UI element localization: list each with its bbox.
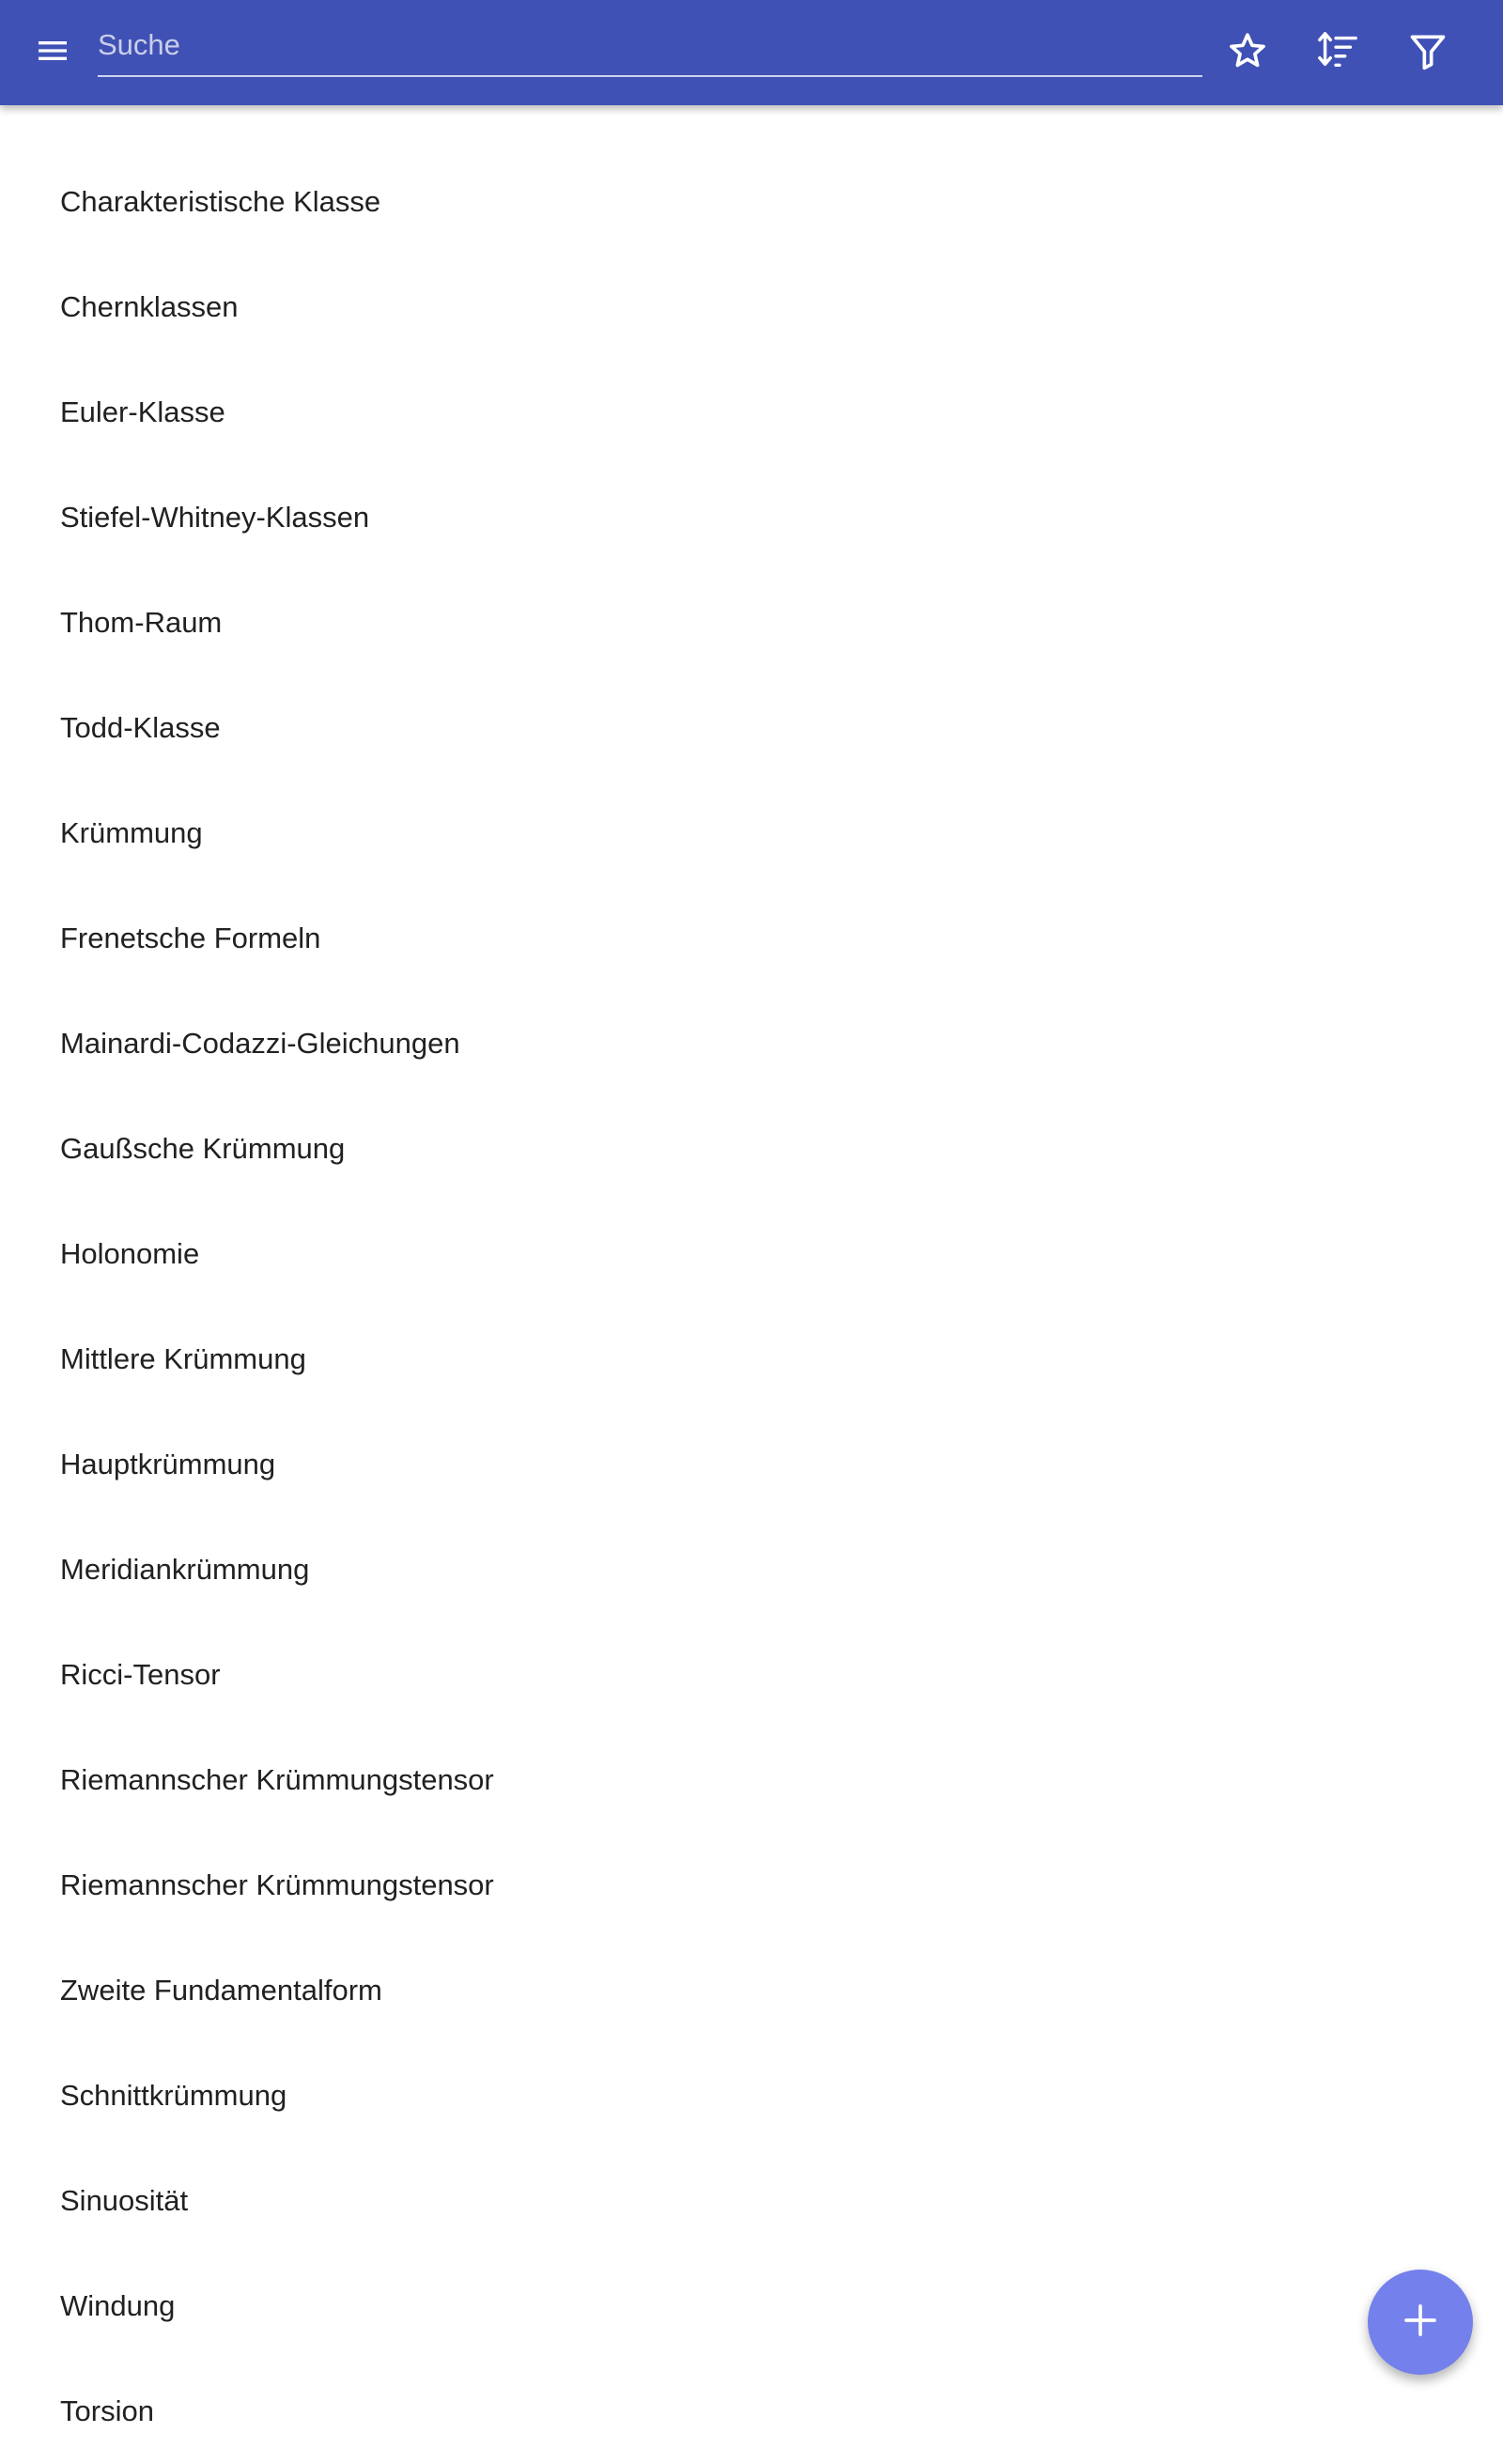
list-item[interactable]: Riemannscher Krümmungstensor xyxy=(60,1763,494,1796)
star-outline-icon xyxy=(1227,30,1268,76)
list-item[interactable]: Sinuosität xyxy=(60,2184,189,2217)
favorites-button[interactable] xyxy=(1214,21,1281,85)
list-item[interactable]: Chernklassen xyxy=(60,290,239,323)
sort-icon xyxy=(1316,29,1359,77)
filter-button[interactable] xyxy=(1394,21,1462,85)
app-bar xyxy=(0,0,1503,105)
filter-icon xyxy=(1407,30,1449,76)
list-item[interactable]: Ricci-Tensor xyxy=(60,1658,221,1691)
list-item[interactable]: Gaußsche Krümmung xyxy=(60,1132,346,1165)
menu-button[interactable] xyxy=(19,23,86,83)
list-item[interactable]: Mainardi-Codazzi-Gleichungen xyxy=(60,1027,460,1060)
term-list xyxy=(0,105,1503,2427)
list-item[interactable]: Thom-Raum xyxy=(60,606,223,639)
list-item[interactable]: Schnittkrümmung xyxy=(60,2079,287,2112)
list-item[interactable]: Holonomie xyxy=(60,1237,200,1270)
list-item[interactable]: Charakteristische Klasse xyxy=(60,185,381,218)
list-item[interactable]: Torsion xyxy=(60,2394,154,2427)
list-item[interactable]: Stiefel-Whitney-Klassen xyxy=(60,501,370,534)
list-item[interactable]: Krümmung xyxy=(60,816,203,849)
list-item[interactable]: Meridiankrümmung xyxy=(60,1553,310,1586)
list-item[interactable]: Hauptkrümmung xyxy=(60,1448,276,1480)
list-item[interactable]: Zweite Fundamentalform xyxy=(60,1974,382,2007)
plus-icon xyxy=(1402,2301,1439,2344)
add-button[interactable] xyxy=(1368,2270,1473,2375)
list-item[interactable]: Frenetsche Formeln xyxy=(60,922,321,954)
search-input[interactable] xyxy=(98,17,1202,73)
list-item[interactable]: Riemannscher Krümmungstensor xyxy=(60,1868,494,1901)
menu-icon xyxy=(34,32,71,74)
list-item[interactable]: Todd-Klasse xyxy=(60,711,221,744)
list-item[interactable]: Windung xyxy=(60,2289,176,2322)
list-item[interactable]: Mittlere Krümmung xyxy=(60,1342,306,1375)
sort-button[interactable] xyxy=(1304,21,1371,85)
list-item[interactable]: Euler-Klasse xyxy=(60,395,225,428)
search-field xyxy=(98,17,1202,77)
